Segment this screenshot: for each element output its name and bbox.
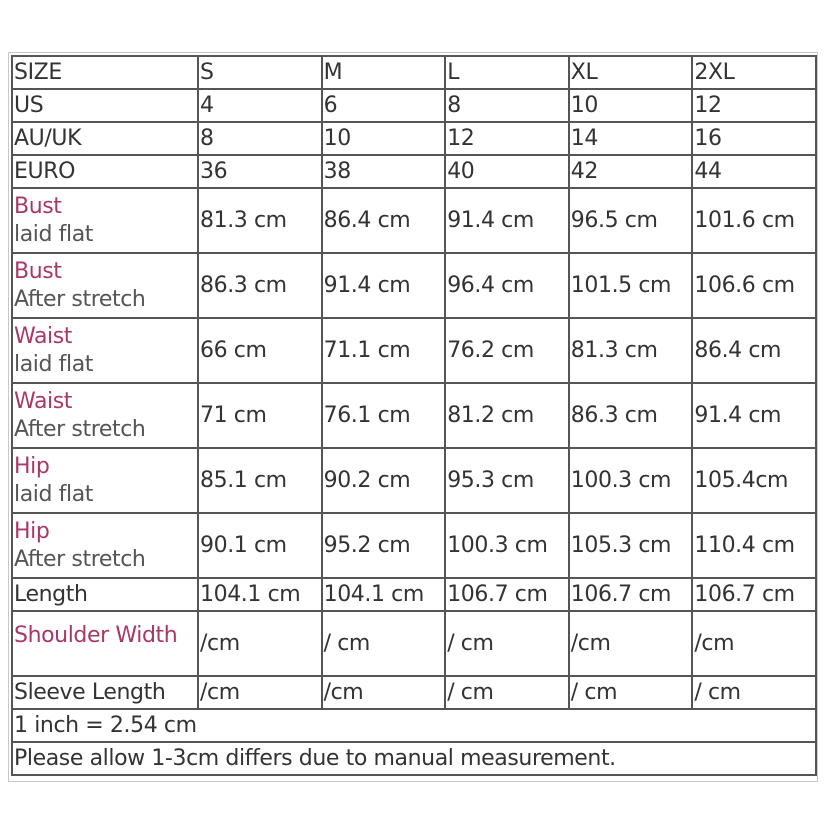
row-label: US [12, 89, 198, 122]
measure-name: Hip [14, 453, 50, 479]
row-label [12, 188, 198, 253]
table-cell: / cm [445, 611, 569, 676]
table-cell: 91.4 cm [322, 253, 446, 318]
table-cell: / cm [445, 676, 569, 709]
table-cell: 104.1 cm [198, 578, 322, 611]
table-cell: / cm [569, 676, 693, 709]
table-cell: 8 [445, 89, 569, 122]
measure-condition: After stretch [14, 546, 146, 572]
table-cell: 6 [322, 89, 446, 122]
table-cell: 101.5 cm [569, 253, 693, 318]
table-cell: 96.5 cm [569, 188, 693, 253]
size-header-cell: XL [569, 56, 693, 89]
row-label: Sleeve Length [12, 676, 198, 709]
row-label: Length [12, 578, 198, 611]
row-label [12, 318, 198, 383]
measure-name: Waist [14, 323, 73, 349]
table-cell: /cm [322, 676, 446, 709]
row-label: EURO [12, 155, 198, 188]
table-row-waist-laid-flat [12, 318, 816, 383]
size-header-cell: 2XL [692, 56, 816, 89]
table-cell: 81.3 cm [569, 318, 693, 383]
table-cell: 8 [198, 122, 322, 155]
table-cell: 104.1 cm [322, 578, 446, 611]
table-row-shoulder-width [12, 611, 816, 676]
row-label [12, 448, 198, 513]
size-header-cell: L [445, 56, 569, 89]
measure-condition: laid flat [14, 351, 94, 377]
table-cell: 16 [692, 122, 816, 155]
table-cell: 81.3 cm [198, 188, 322, 253]
measure-condition: laid flat [14, 481, 94, 507]
table-row-sleeve-length [12, 676, 816, 709]
table-cell: 12 [692, 89, 816, 122]
table-cell: 106.6 cm [692, 253, 816, 318]
table-cell: 95.3 cm [445, 448, 569, 513]
table-cell: 110.4 cm [692, 513, 816, 578]
measure-name: Hip [14, 518, 50, 544]
header-label-cell: SIZE [12, 56, 198, 89]
measure-condition: After stretch [14, 416, 146, 442]
table-cell: 106.7 cm [445, 578, 569, 611]
row-label [12, 611, 198, 676]
table-cell: 42 [569, 155, 693, 188]
table-cell: 71 cm [198, 383, 322, 448]
table-cell: 71.1 cm [322, 318, 446, 383]
shoulder-width-label: Shoulder Width [14, 622, 178, 648]
row-label [12, 513, 198, 578]
table-cell: 38 [322, 155, 446, 188]
table-cell: 90.2 cm [322, 448, 446, 513]
table-cell: 105.3 cm [569, 513, 693, 578]
table-cell: 4 [198, 89, 322, 122]
table-row-au-uk [12, 122, 816, 155]
size-chart-table [11, 55, 817, 776]
table-row-length [12, 578, 816, 611]
table-cell: /cm [198, 676, 322, 709]
table-cell: 66 cm [198, 318, 322, 383]
table-cell: 105.4cm [692, 448, 816, 513]
row-label: AU/UK [12, 122, 198, 155]
table-cell: 86.3 cm [198, 253, 322, 318]
table-cell: 14 [569, 122, 693, 155]
table-cell: 10 [569, 89, 693, 122]
table-cell: 106.7 cm [569, 578, 693, 611]
row-label [12, 253, 198, 318]
table-row-us [12, 89, 816, 122]
table-cell: 36 [198, 155, 322, 188]
size-header-cell: S [198, 56, 322, 89]
table-cell: 44 [692, 155, 816, 188]
table-cell: /cm [692, 611, 816, 676]
table-cell: 100.3 cm [445, 513, 569, 578]
measurement-disclaimer: Please allow 1-3cm differs due to manual measurement. [12, 742, 816, 775]
note-row-disclaimer [12, 742, 816, 775]
table-cell: 81.2 cm [445, 383, 569, 448]
measure-condition: After stretch [14, 286, 146, 312]
table-cell: 85.1 cm [198, 448, 322, 513]
measure-name: Bust [14, 258, 62, 284]
table-row-waist-after-stretch [12, 383, 816, 448]
table-row-hip-after-stretch [12, 513, 816, 578]
table-cell: /cm [198, 611, 322, 676]
table-row-bust-laid-flat [12, 188, 816, 253]
table-row-bust-after-stretch [12, 253, 816, 318]
table-cell: 76.1 cm [322, 383, 446, 448]
table-cell: 90.1 cm [198, 513, 322, 578]
table-cell: 76.2 cm [445, 318, 569, 383]
table-cell: / cm [322, 611, 446, 676]
measure-name: Bust [14, 193, 62, 219]
table-cell: / cm [692, 676, 816, 709]
table-cell: 86.4 cm [322, 188, 446, 253]
measure-condition: laid flat [14, 221, 94, 247]
table-cell: 106.7 cm [692, 578, 816, 611]
table-cell: 95.2 cm [322, 513, 446, 578]
table-cell: 86.4 cm [692, 318, 816, 383]
table-cell: 12 [445, 122, 569, 155]
table-cell: 100.3 cm [569, 448, 693, 513]
measure-name: Waist [14, 388, 73, 414]
table-cell: 10 [322, 122, 446, 155]
conversion-note: 1 inch = 2.54 cm [12, 709, 816, 742]
table-cell: 101.6 cm [692, 188, 816, 253]
table-cell: 40 [445, 155, 569, 188]
table-cell: 91.4 cm [445, 188, 569, 253]
table-cell: 91.4 cm [692, 383, 816, 448]
size-header-cell: M [322, 56, 446, 89]
note-row-conversion [12, 709, 816, 742]
row-label [12, 383, 198, 448]
table-cell: /cm [569, 611, 693, 676]
table-row-hip-laid-flat [12, 448, 816, 513]
table-cell: 96.4 cm [445, 253, 569, 318]
table-row-euro [12, 155, 816, 188]
table-cell: 86.3 cm [569, 383, 693, 448]
header-row [12, 56, 816, 89]
